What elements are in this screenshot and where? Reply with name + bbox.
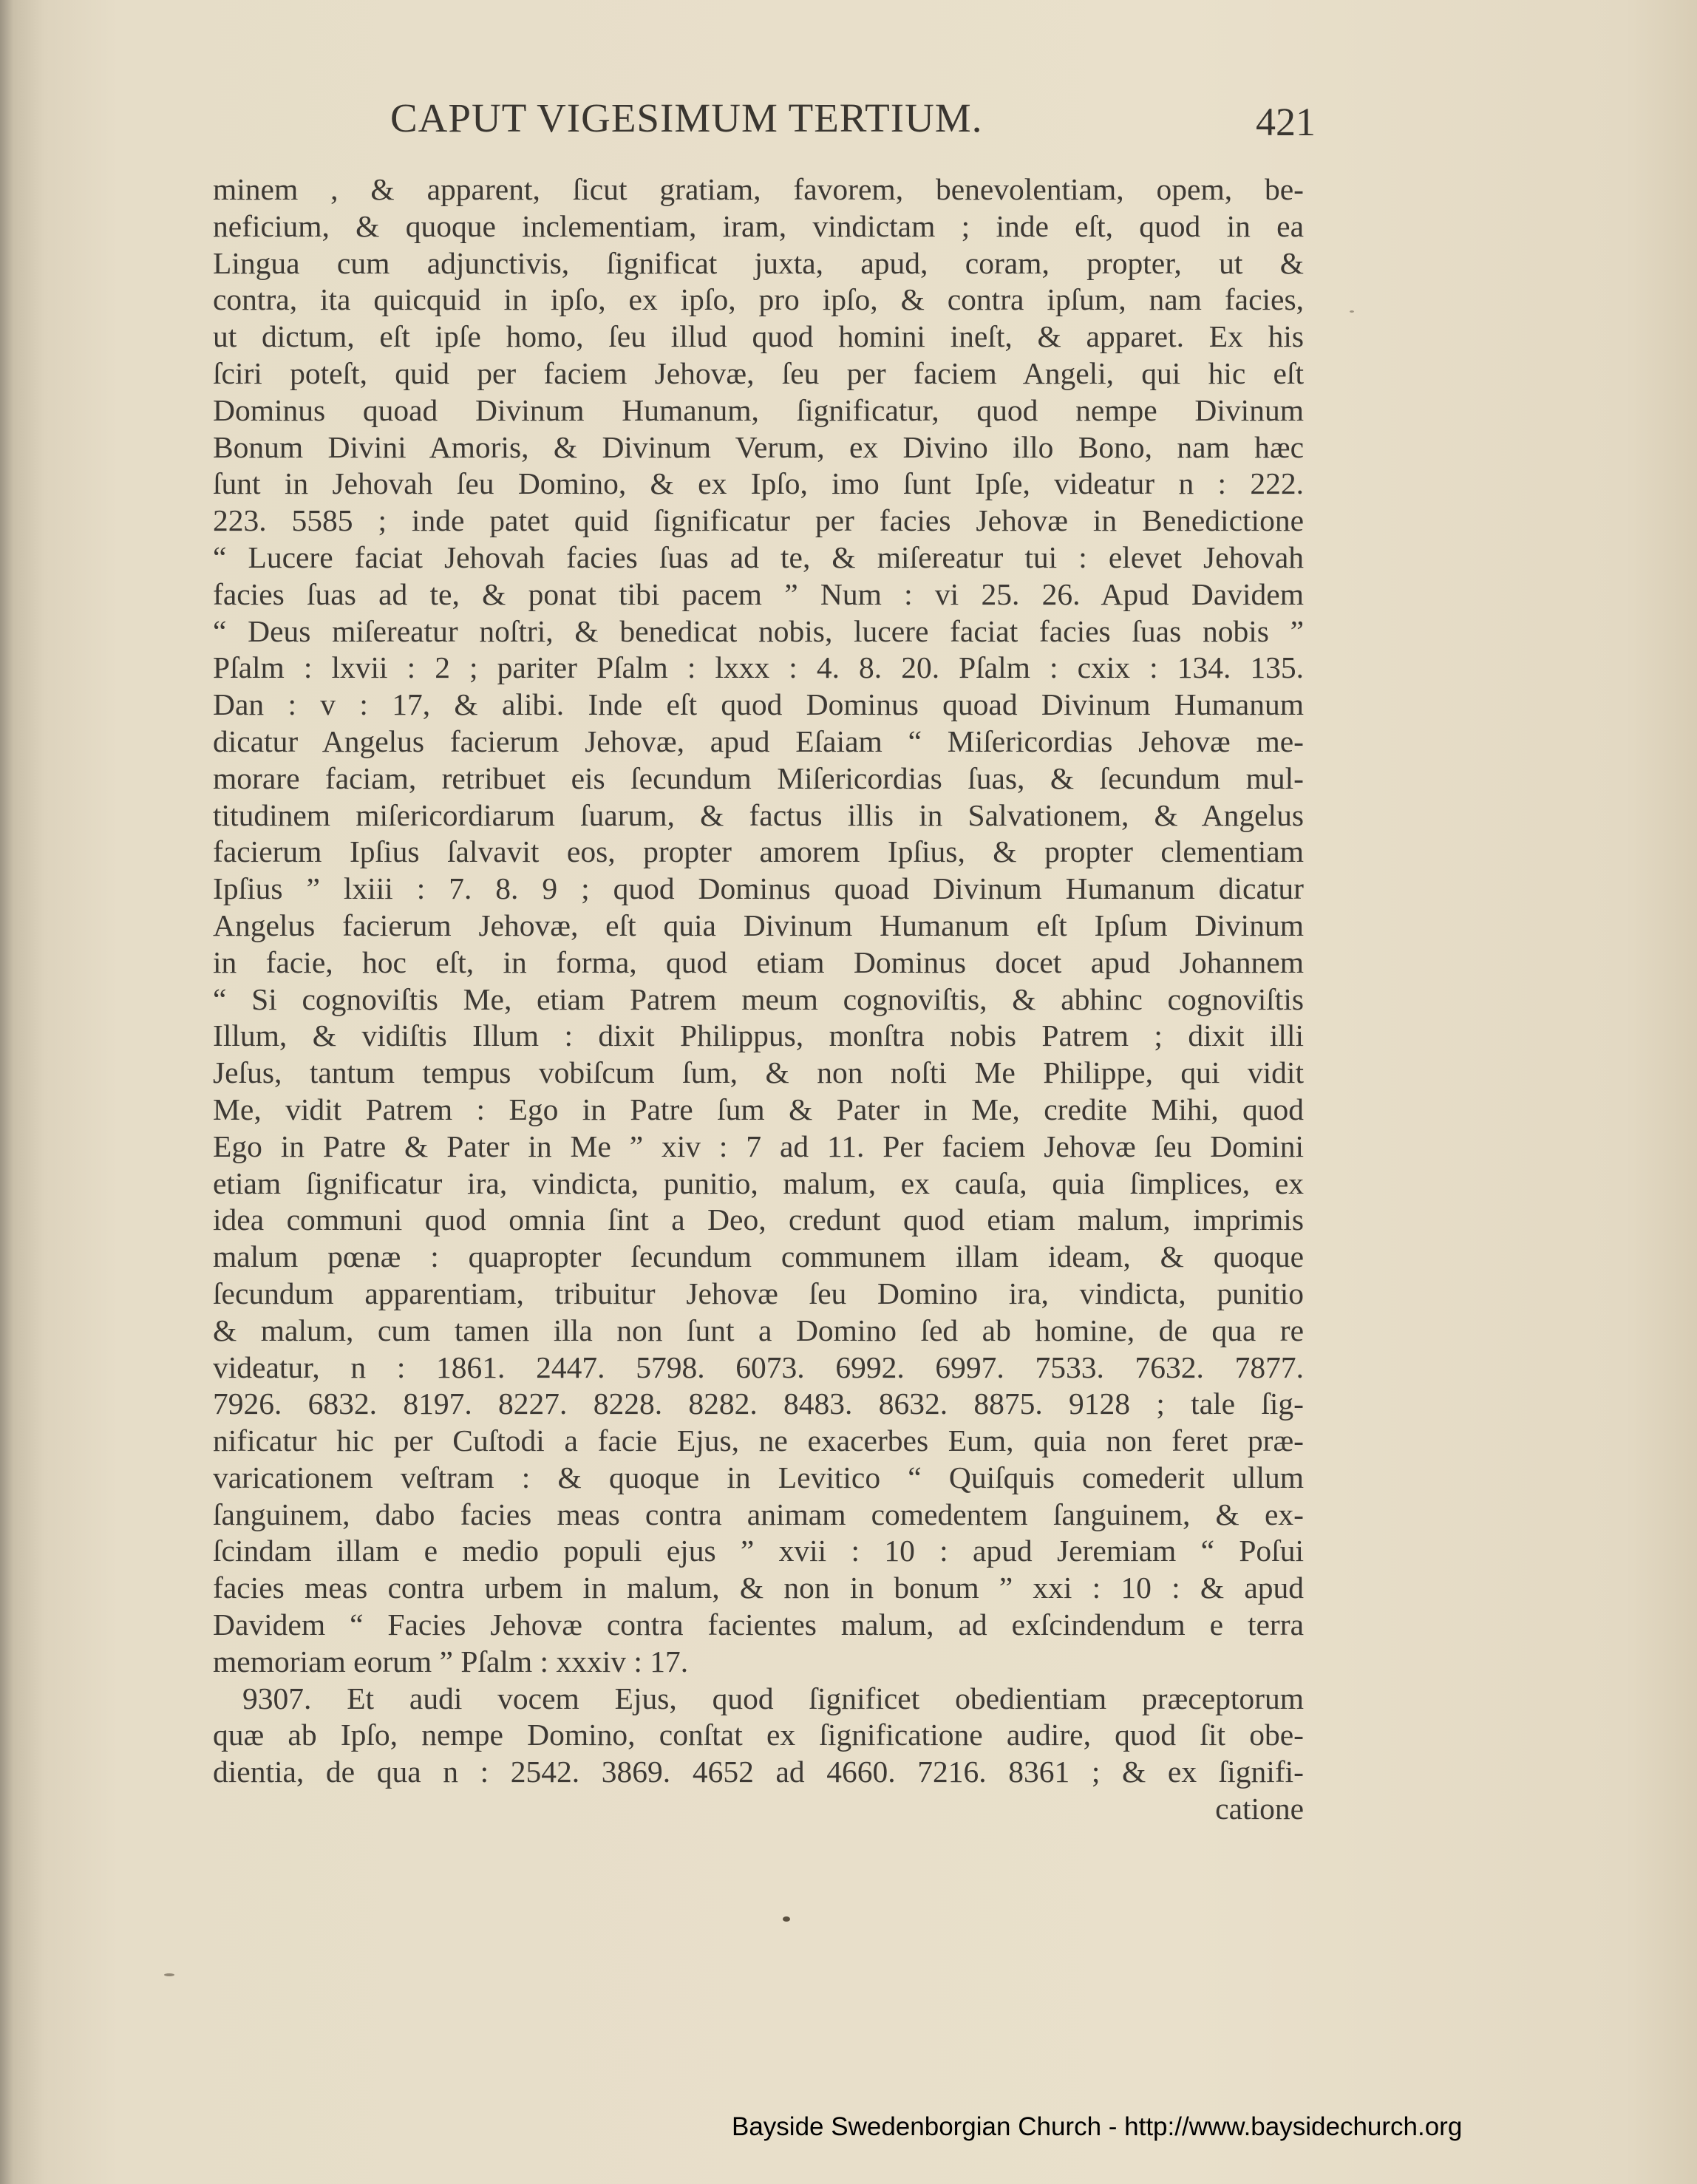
- text-line-36: varicationem veſtram : & quoque in Levitico “ Quiſquis comederit ullum: [213, 1460, 1304, 1494]
- text-line-39: facies meas contra urbem in malum, & non in bonum ” xxi : 10 : & apud: [213, 1571, 1304, 1605]
- text-line-8: Bonum Divini Amoris, & Divinum Verum, ex Divino illo Bono, nam hæc: [213, 429, 1304, 464]
- text-line-23: “ Si cognoviſtis Me, etiam Patrem meum cognoviſtis, & abhinc cognoviſtis: [213, 982, 1304, 1016]
- text-line-4: contra, ita quicquid in ipſo, ex ipſo, pro ipſo, & contra ipſum, nam facies,: [213, 282, 1304, 317]
- text-line-40: Davidem “ Facies Jehovæ contra facientes malum, ad exſcindendum e terra: [213, 1608, 1304, 1642]
- chapter-title: CAPUT VIGESIMUM TERTIUM.: [390, 95, 983, 140]
- text-line-25: Jeſus, tantum tempus vobiſcum ſum, & non noſti Me Philippe, qui vidit: [213, 1055, 1304, 1090]
- text-line-16: dicatur Angelus facierum Jehovæ, apud Eſaiam “ Miſericordias Jehovæ me-: [213, 724, 1304, 758]
- text-line-38: ſcindam illam e medio populi ejus ” xvii : 10 : apud Jeremiam “ Poſui: [213, 1534, 1304, 1568]
- ink-speck: [164, 1973, 174, 1976]
- text-line-42: 9307. Et audi vocem Ejus, quod ſignificet obedientiam præceptorum: [242, 1681, 1304, 1715]
- text-line-28: etiam ſignificatur ira, vindicta, punitio, malum, ex cauſa, quia ſimplices, ex: [213, 1166, 1304, 1200]
- text-line-6: ſciri poteſt, quid per faciem Jehovæ, ſeu per faciem Angeli, qui hic eſt: [213, 356, 1304, 390]
- text-line-11: “ Lucere faciat Jehovah facies ſuas ad te, & miſereatur tui : elevet Jehovah: [213, 540, 1304, 574]
- text-line-17: morare faciam, retribuet eis ſecundum Miſericordias ſuas, & ſecundum mul-: [213, 761, 1304, 795]
- body-text: [213, 171, 1304, 1828]
- text-line-19: facierum Ipſius ſalvavit eos, propter amorem Ipſius, & propter clementiam: [213, 834, 1304, 869]
- text-line-24: Illum, & vidiſtis Illum : dixit Philippus, monſtra nobis Patrem ; dixit illi: [213, 1018, 1304, 1053]
- text-line-41: memoriam eorum ” Pſalm : xxxiv : 17.: [213, 1644, 689, 1678]
- text-line-22: in facie, hoc eſt, in forma, quod etiam Dominus docet apud Johannem: [213, 945, 1304, 979]
- text-line-30: malum pœnæ : quapropter ſecundum communem illam ideam, & quoque: [213, 1239, 1304, 1274]
- text-line-21: Angelus facierum Jehovæ, eſt quia Divinum Humanum eſt Ipſum Divinum: [213, 908, 1304, 942]
- text-line-5: ut dictum, eſt ipſe homo, ſeu illud quod homini ineſt, & apparet. Ex his: [213, 319, 1304, 354]
- ink-speck: [1350, 310, 1354, 313]
- text-line-3: Lingua cum adjunctivis, ſignificat juxta, apud, coram, propter, ut &: [213, 245, 1304, 280]
- text-line-43: quæ ab Ipſo, nempe Domino, conſtat ex ſignificatione audire, quod ſit obe-: [213, 1718, 1304, 1752]
- text-line-31: ſecundum apparentiam, tribuitur Jehovæ ſeu Domino ira, vindicta, punitio: [213, 1276, 1304, 1310]
- text-line-34: 7926. 6832. 8197. 8227. 8228. 8282. 8483. 8632. 8875. 9128 ; tale ſig-: [213, 1387, 1304, 1421]
- text-line-13: “ Deus miſereatur noſtri, & benedicat nobis, lucere faciat facies ſuas nobis ”: [213, 613, 1304, 648]
- text-line-12: facies ſuas ad te, & ponat tibi pacem ” Num : vi 25. 26. Apud Davidem: [213, 576, 1304, 611]
- text-line-9: ſunt in Jehovah ſeu Domino, & ex Ipſo, imo ſunt Ipſe, videatur n : 222.: [213, 466, 1304, 501]
- text-line-29: idea communi quod omnia ſint a Deo, credunt quod etiam malum, imprimis: [213, 1202, 1304, 1237]
- text-line-27: Ego in Patre & Pater in Me ” xiv : 7 ad 11. Per faciem Jehovæ ſeu Domini: [213, 1129, 1304, 1163]
- text-line-35: nificatur hic per Cuſtodi a facie Ejus, ne exacerbes Eum, quia non feret præ-: [213, 1423, 1304, 1458]
- text-line-20: Ipſius ” lxiii : 7. 8. 9 ; quod Dominus quoad Divinum Humanum dicatur: [213, 871, 1304, 906]
- text-line-44: dientia, de qua n : 2542. 3869. 4652 ad 4660. 7216. 8361 ; & ex ſignifi-: [213, 1755, 1304, 1789]
- text-line-1: minem , & apparent, ſicut gratiam, favorem, benevolentiam, opem, be-: [213, 172, 1304, 206]
- text-line-7: Dominus quoad Divinum Humanum, ſignificatur, quod nempe Divinum: [213, 392, 1304, 427]
- text-line-37: ſanguinem, dabo facies meas contra animam comedentem ſanguinem, & ex-: [213, 1497, 1304, 1531]
- page-number: 421: [1256, 100, 1316, 144]
- text-line-32: & malum, cum tamen illa non ſunt a Domino ſed ab homine, de qua re: [213, 1313, 1304, 1347]
- text-line-33: videatur, n : 1861. 2447. 5798. 6073. 6992. 6997. 7533. 7632. 7877.: [213, 1350, 1304, 1384]
- ink-speck: [783, 1916, 790, 1922]
- catchword: catione: [1215, 1792, 1304, 1826]
- text-line-26: Me, vidit Patrem : Ego in Patre ſum & Pater in Me, credite Mihi, quod: [213, 1092, 1304, 1126]
- text-line-14: Pſalm : lxvii : 2 ; pariter Pſalm : lxxx : 4. 8. 20. Pſalm : cxix : 134. 135.: [213, 650, 1304, 685]
- footer-watermark: Bayside Swedenborgian Church - http://www.baysidechurch.org: [732, 2112, 1463, 2141]
- text-line-15: Dan : v : 17, & alibi. Inde eſt quod Dominus quoad Divinum Humanum: [213, 687, 1304, 722]
- text-line-2: neficium, & quoque inclementiam, iram, vindictam ; inde eſt, quod in ea: [213, 208, 1304, 243]
- text-line-10: 223. 5585 ; inde patet quid ſignificatur per facies Jehovæ in Benedictione: [213, 503, 1304, 538]
- text-line-18: titudinem miſericordiarum ſuarum, & factus illis in Salvationem, & Angelus: [213, 797, 1304, 832]
- page-header: [384, 95, 1316, 154]
